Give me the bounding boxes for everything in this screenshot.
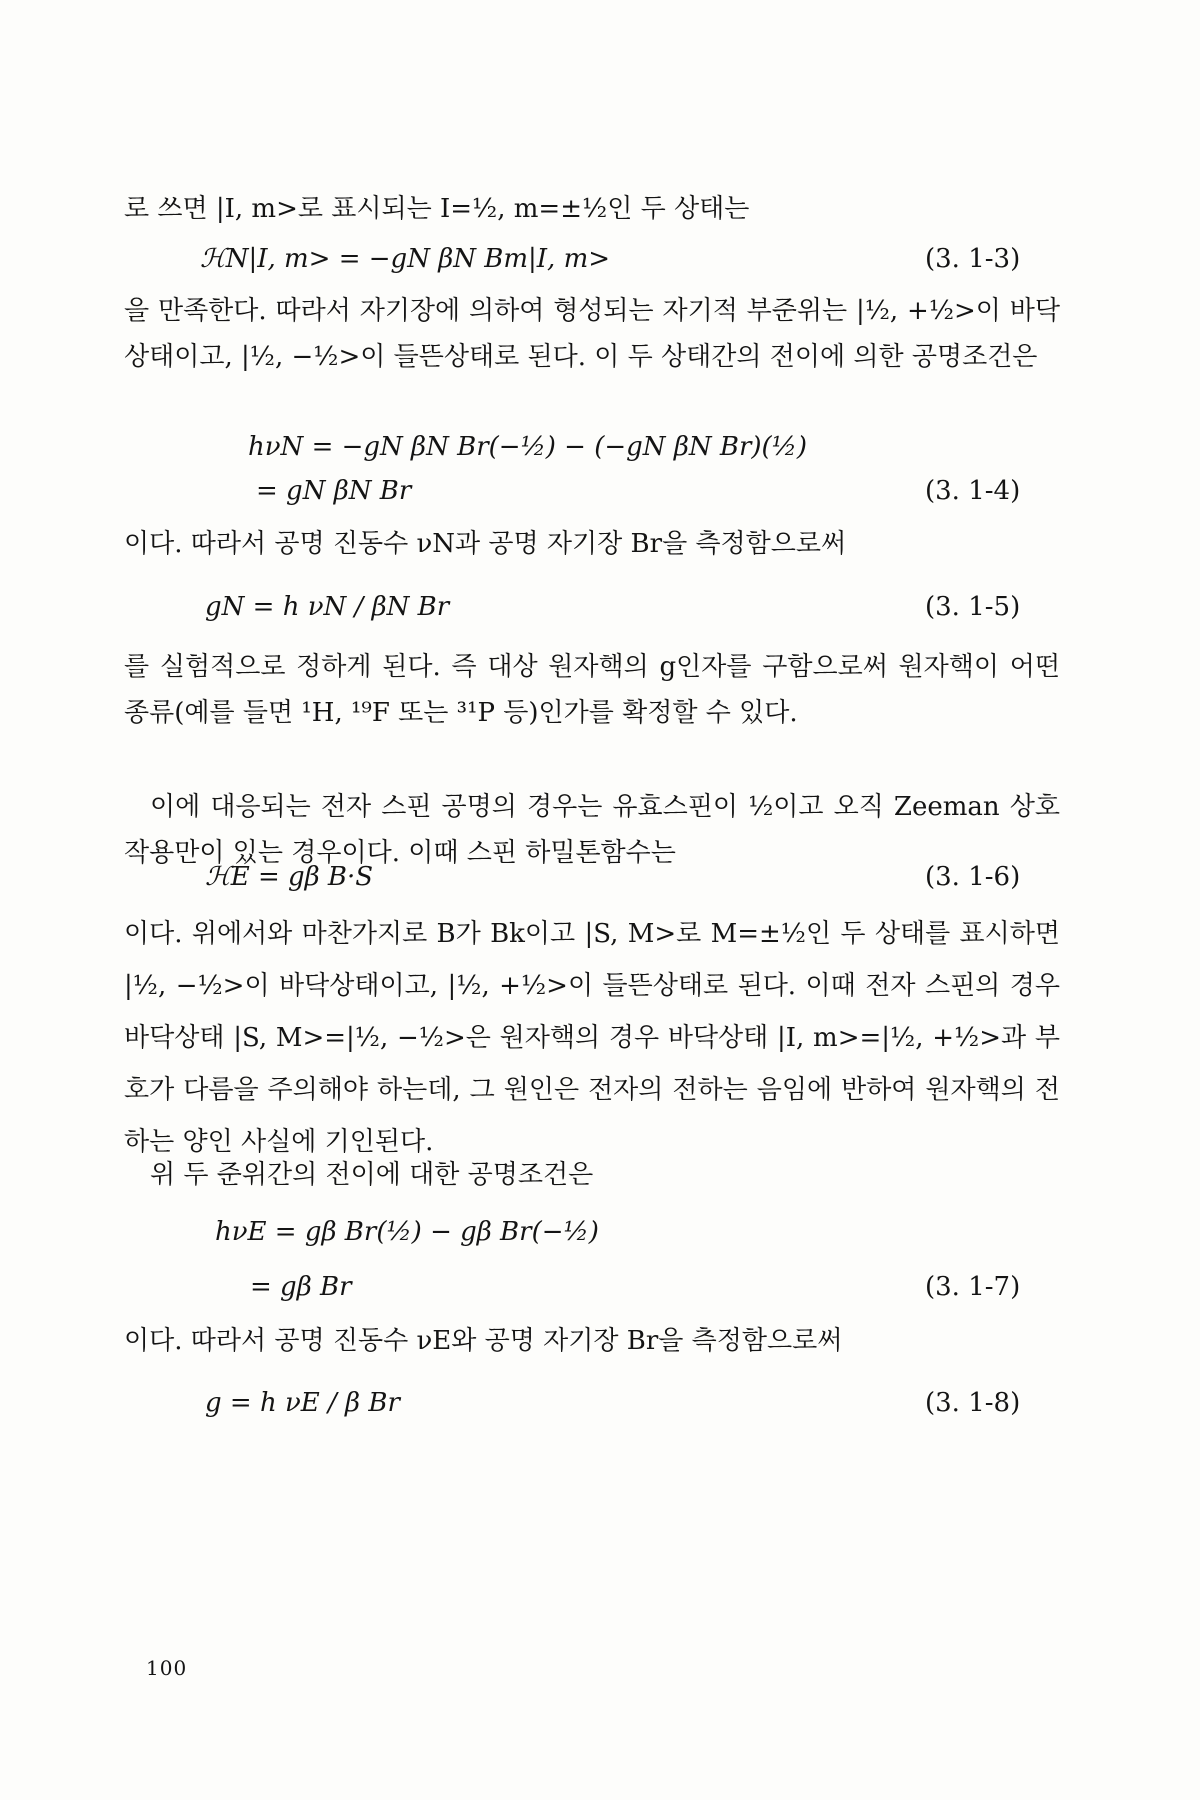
equation-3-1-8: g = h νE / β Br [205,1388,400,1418]
equation-number-3-1-4: (3. 1-4) [925,476,1021,506]
equation-number-3-1-5: (3. 1-5) [925,592,1021,622]
equation-3-1-4b: = gN βN Br [256,476,412,506]
equation-3-1-6: ℋE = gβ B·S [205,862,374,892]
page-number: 100 [146,1656,188,1680]
equation-3-1-7b: = gβ Br [250,1272,352,1302]
equation-3-1-7a: hνE = gβ Br(½) − gβ Br(−½) [215,1217,599,1247]
paragraph-line-8: 이다. 따라서 공명 진동수 νE와 공명 자기장 Br을 측정함으로써 [124,1326,843,1356]
paragraph-2: 을 만족한다. 따라서 자기장에 의하여 형성되는 자기적 부준위는 |½, +½>이 바닥상태이고, |½, −½>이 들뜬상태로 된다. 이 두 상태간의 전이에 의한 공명조건은 [124,296,1060,372]
paragraph-4: 를 실험적으로 정하게 된다. 즉 대상 원자핵의 g인자를 구함으로써 원자핵이 어떤 종류(예를 들면 ¹H, ¹⁹F 또는 ³¹P 등)인가를 확정할 수 있다. [124,652,1060,728]
paragraph-line-1: 로 쓰면 |I, m>로 표시되는 I=½, m=±½인 두 상태는 [124,194,750,224]
equation-number-3-1-7: (3. 1-7) [925,1272,1021,1302]
paragraph-line-3: 이다. 따라서 공명 진동수 νN과 공명 자기장 Br을 측정함으로써 [124,529,847,559]
equation-number-3-1-6: (3. 1-6) [925,862,1021,892]
paragraph-5: 이에 대응되는 전자 스핀 공명의 경우는 유효스핀이 ½이고 오직 Zeeman 상호작용만이 있는 경우이다. 이때 스핀 하밀톤함수는 [124,792,1060,868]
paragraph-line-7: 위 두 준위간의 전이에 대한 공명조건은 [150,1160,594,1190]
equation-3-1-3: ℋN|I, m> = −gN βN Bm|I, m> [200,244,611,274]
equation-3-1-5: gN = h νN / βN Br [205,592,450,622]
equation-number-3-1-8: (3. 1-8) [925,1388,1021,1418]
equation-3-1-4a: hνN = −gN βN Br(−½) − (−gN βN Br)(½) [248,432,808,462]
paragraph-6: 이다. 위에서와 마찬가지로 B가 Bk이고 |S, M>로 M=±½인 두 상태를 표시하면 |½, −½>이 바닥상태이고, |½, +½>이 들뜬상태로 된다. 이때 전자 스핀의 경우 바닥상태 |S, M>=|½, −½>은 원자핵의 경우 바닥상태 |I, m>=|½, +½>과 부호가 다름을 주의해야 하는데, 그 원인은 전자의 전하는 음임에 반하여 원자핵의 전하는 양인 사실에 기인된다. [124,919,1060,1157]
equation-number-3-1-3: (3. 1-3) [925,244,1021,274]
